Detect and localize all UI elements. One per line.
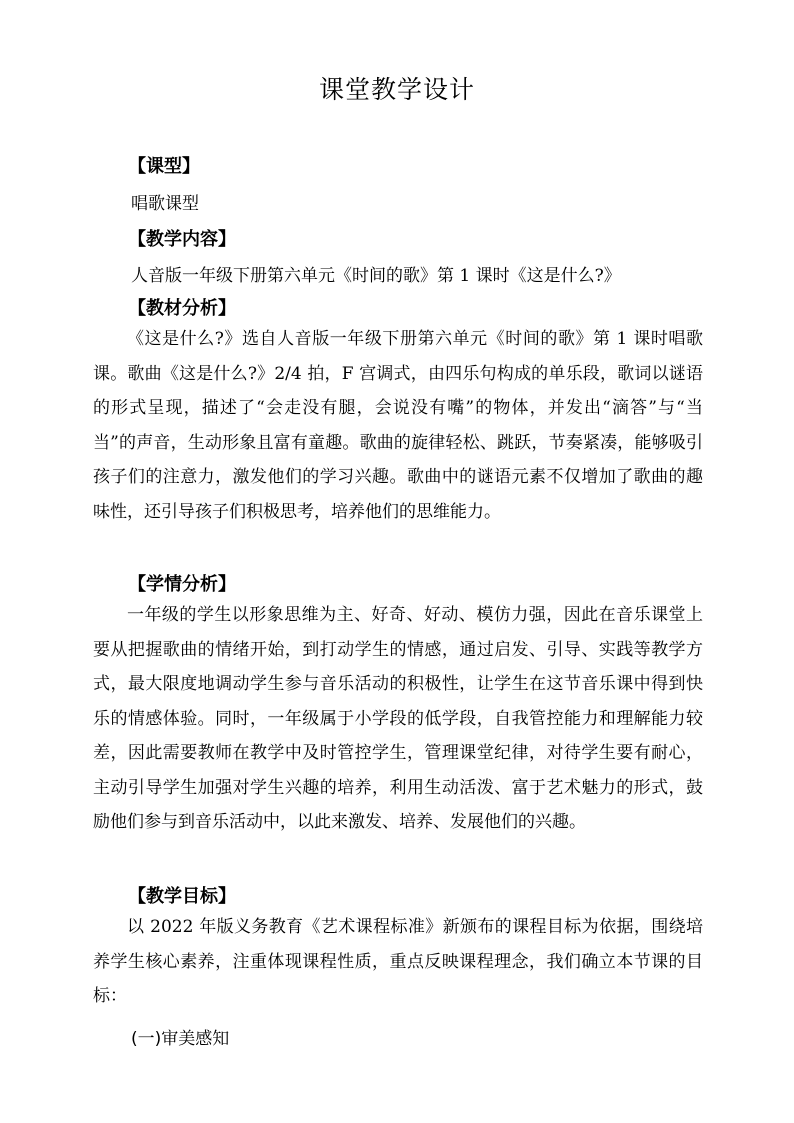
section-body-learners: 一年级的学生以形象思维为主、好奇、好动、模仿力强，因此在音乐课堂上要从把握歌曲的情绪开始，到打动学生的情感，通过启发、引导、实践等教学方式，最大限度地调动学生参与音乐活动的积极性，让学生在这节音乐课中得到快乐的情感体验。同时，一年级属于小学段的低学段，自我管控能力和理解能力较差，因此需要教师在教学中及时管控学生，管理课堂纪律，对待学生要有耐心，主动引导学生加强对学生兴趣的培养，利用生动活泼、富于艺术魅力的形式，鼓励他们参与到音乐活动中，以此来激发、培养、发展他们的兴趣。 [93,605,703,832]
section-heading-learners: 【学情分析】 [128,574,236,595]
page-title: 课堂教学设计 [318,75,475,104]
section-body-content: 人音版一年级下册第六单元《时间的歌》第 1 课时《这是什么?》 [131,266,621,286]
section-heading-material: 【教材分析】 [128,298,236,319]
section-body-goals: 以 2022 年版义务教育《艺术课程标准》新颁布的课程目标为依据，围绕培养学生核心素养，注重体现课程性质，重点反映课程理念，我们确立本节课的目标： [93,917,703,1006]
section-heading-content: 【教学内容】 [128,229,236,250]
subsection-heading-aesthetic: (一)审美感知 [131,1029,230,1049]
section-heading-type: 【课型】 [128,156,200,177]
section-body-type: 唱歌课型 [131,194,199,214]
section-heading-goals: 【教学目标】 [128,886,236,907]
section-body-material: 《这是什么?》选自人音版一年级下册第六单元《时间的歌》第 1 课时唱歌课。歌曲《这是什么?》2/4 拍，F 宫调式，由四乐句构成的单乐段，歌词以谜语的形式呈现，描述了“会走没有腿，会说没有嘴”的物体，并发出“滴答”与“当当”的声音，生动形象且富有童趣。歌曲的旋律轻松、跳跃，节奏紧凑，能够吸引孩子们的注意力，激发他们的学习兴趣。歌曲中的谜语元素不仅增加了歌曲的趣味性，还引导孩子们积极思考，培养他们的思维能力。 [93,329,704,522]
